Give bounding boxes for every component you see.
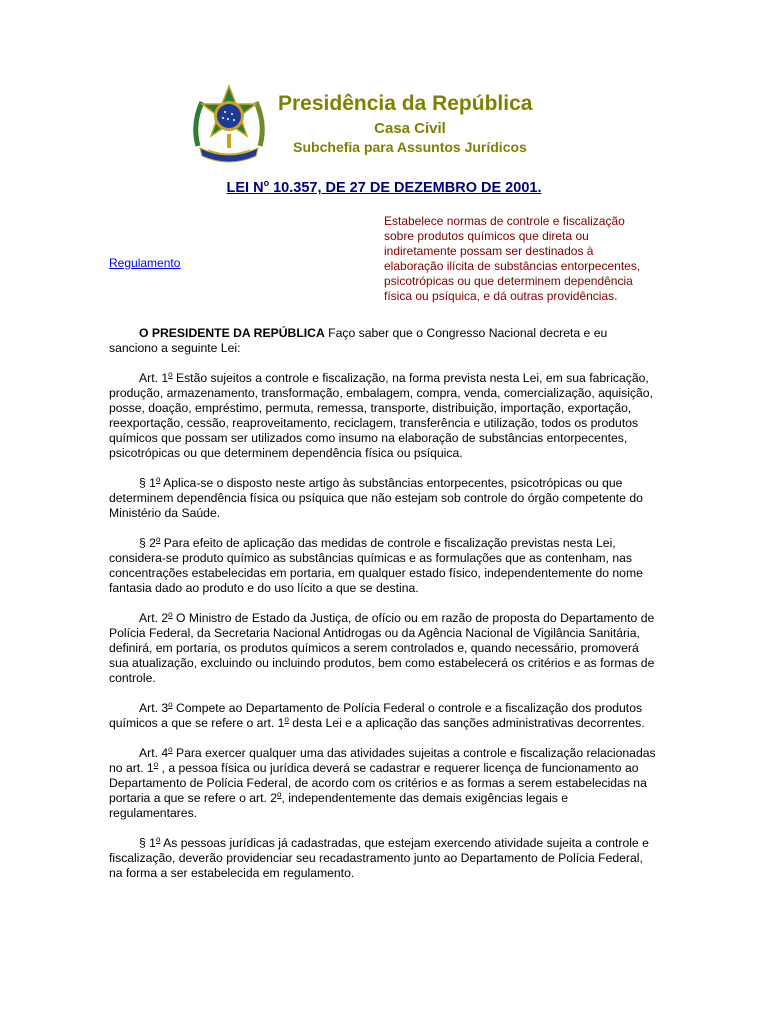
ordinal-mark: o xyxy=(155,834,161,844)
art3-text-a: Compete ao Departamento de Polícia Federal o controle e a fiscalização dos produtos químicos a que se refere o art. 1 xyxy=(109,701,643,730)
presidency-title: Presidência da República xyxy=(278,92,533,115)
art4-text-b: , a pessoa física ou jurídica deverá se cadastrar e requerer licença de funcionamento ao Departamento de Polícia Federal, de acordo com os critérios e as formas a serem estabelecidas na portaria a que se refere o art. 2 xyxy=(109,761,647,805)
ordinal-mark: o xyxy=(168,744,173,754)
law-body xyxy=(109,326,657,896)
ordinal-mark: o xyxy=(168,699,173,709)
art3-label: Art. 3 xyxy=(139,701,169,715)
ordinal-mark: o xyxy=(168,369,173,379)
ordinal-mark: o xyxy=(155,474,161,484)
ordinal-mark: o xyxy=(155,534,161,544)
art1-text: Estão sujeitos a controle e fiscalização, na forma prevista nesta Lei, em sua fabricação, produção, armazenamento, transformação, embalagem, compra, venda, comercialização, aquisição, posse, doação, empréstimo, permuta, remessa, transporte, distribuição, importação, exportação, reexportação, cessão, reaproveitamento, reciclagem, transferência e utilização, todos os produtos químicos que possam ser utilizados como insumo na elaboração de substâncias entorpecentes, psicotrópicas ou que determinem dependência física ou psíquica. xyxy=(109,371,653,460)
art3-paragraph xyxy=(109,701,657,731)
ordinal-mark: o xyxy=(168,609,173,619)
art2-label: Art. 2 xyxy=(139,611,169,625)
art4-paragraph xyxy=(109,746,657,821)
intro-bold: O PRESIDENTE DA REPÚBLICA xyxy=(139,326,325,340)
art1-paragraph xyxy=(109,371,657,461)
law-title-rest: 10.357, DE 27 DE DEZEMBRO DE 2001. xyxy=(269,179,542,196)
regulamento-link[interactable]: Regulamento xyxy=(109,256,181,270)
law-summary: Estabelece normas de controle e fiscalização sobre produtos químicos que direta ou indiretamente possam ser destinados à elaboração ilícita de substâncias entorpecentes, psicotrópicas ou que determinem dependência física ou psíquica, e dá outras providências. xyxy=(384,214,641,303)
ordinal-mark: o xyxy=(277,789,282,799)
art2-text: O Ministro de Estado da Justiça, de ofício ou em razão de proposta do Departamento de Polícia Federal, da Secretaria Nacional Antidrogas ou da Agência Nacional de Vigilância Sanitária, definirá, em portaria, os produtos químicos a serem controlados e, quando necessário, promoverá sua atualização, excluindo ou incluindo produtos, bem como estabelecerá os critérios e as formas de controle. xyxy=(109,611,655,685)
document-header xyxy=(190,84,590,164)
subchefia-subtitle: Subchefia para Assuntos Jurídicos xyxy=(293,139,527,155)
law-title-prefix: LEI N xyxy=(226,179,264,196)
art3-text-b: desta Lei e a aplicação das sanções administrativas decorrentes. xyxy=(288,716,645,730)
art1-label: Art. 1 xyxy=(139,371,169,385)
art1-p2-label: § 2 xyxy=(139,536,156,550)
art1-p1-paragraph xyxy=(109,476,657,521)
intro-paragraph xyxy=(109,326,657,356)
casa-civil-subtitle: Casa Civil xyxy=(374,120,446,137)
art1-p2-paragraph xyxy=(109,536,657,596)
art4-p1-paragraph xyxy=(109,836,657,881)
art4-text-a: Para exercer qualquer uma das atividades sujeitas a controle e fiscalização relacionadas no art. 1 xyxy=(109,746,656,775)
art4-text-c: , independentemente das demais exigências legais e regulamentares. xyxy=(109,791,569,820)
art4-p1-text: As pessoas jurídicas já cadastradas, que estejam exercendo atividade sujeita a controle e fiscalização, deverão providenciar seu recadastramento junto ao Departamento de Polícia Federal, na forma a ser estabelecida em regulamento. xyxy=(109,836,649,880)
intro-text: Faço saber que o Congresso Nacional decreta e eu sanciono a seguinte Lei: xyxy=(109,326,608,355)
ordinal-mark: o xyxy=(284,714,289,724)
law-title[interactable] xyxy=(0,178,768,196)
art1-p1-label: § 1 xyxy=(139,476,156,490)
art2-paragraph xyxy=(109,611,657,686)
ordinal-mark: o xyxy=(153,759,159,769)
art4-label: Art. 4 xyxy=(139,746,169,760)
art1-p2-text: Para efeito de aplicação das medidas de controle e fiscalização previstas nesta Lei, considera-se produto químico as substâncias químicas e as formulações que as contenham, nas concentrações estabelecidas em portaria, em qualquer estado físico, independentemente do nome fantasia dado ao produto e do uso lícito a que se destina. xyxy=(109,536,643,595)
coat-of-arms-icon xyxy=(190,84,268,164)
art1-p1-text: Aplica-se o disposto neste artigo às substâncias entorpecentes, psicotrópicas ou que determinem dependência física ou psíquica que não estejam sob controle do órgão competente do Ministério da Saúde. xyxy=(109,476,643,520)
art4-p1-label: § 1 xyxy=(139,836,156,850)
law-title-ordinal: o xyxy=(263,178,270,188)
